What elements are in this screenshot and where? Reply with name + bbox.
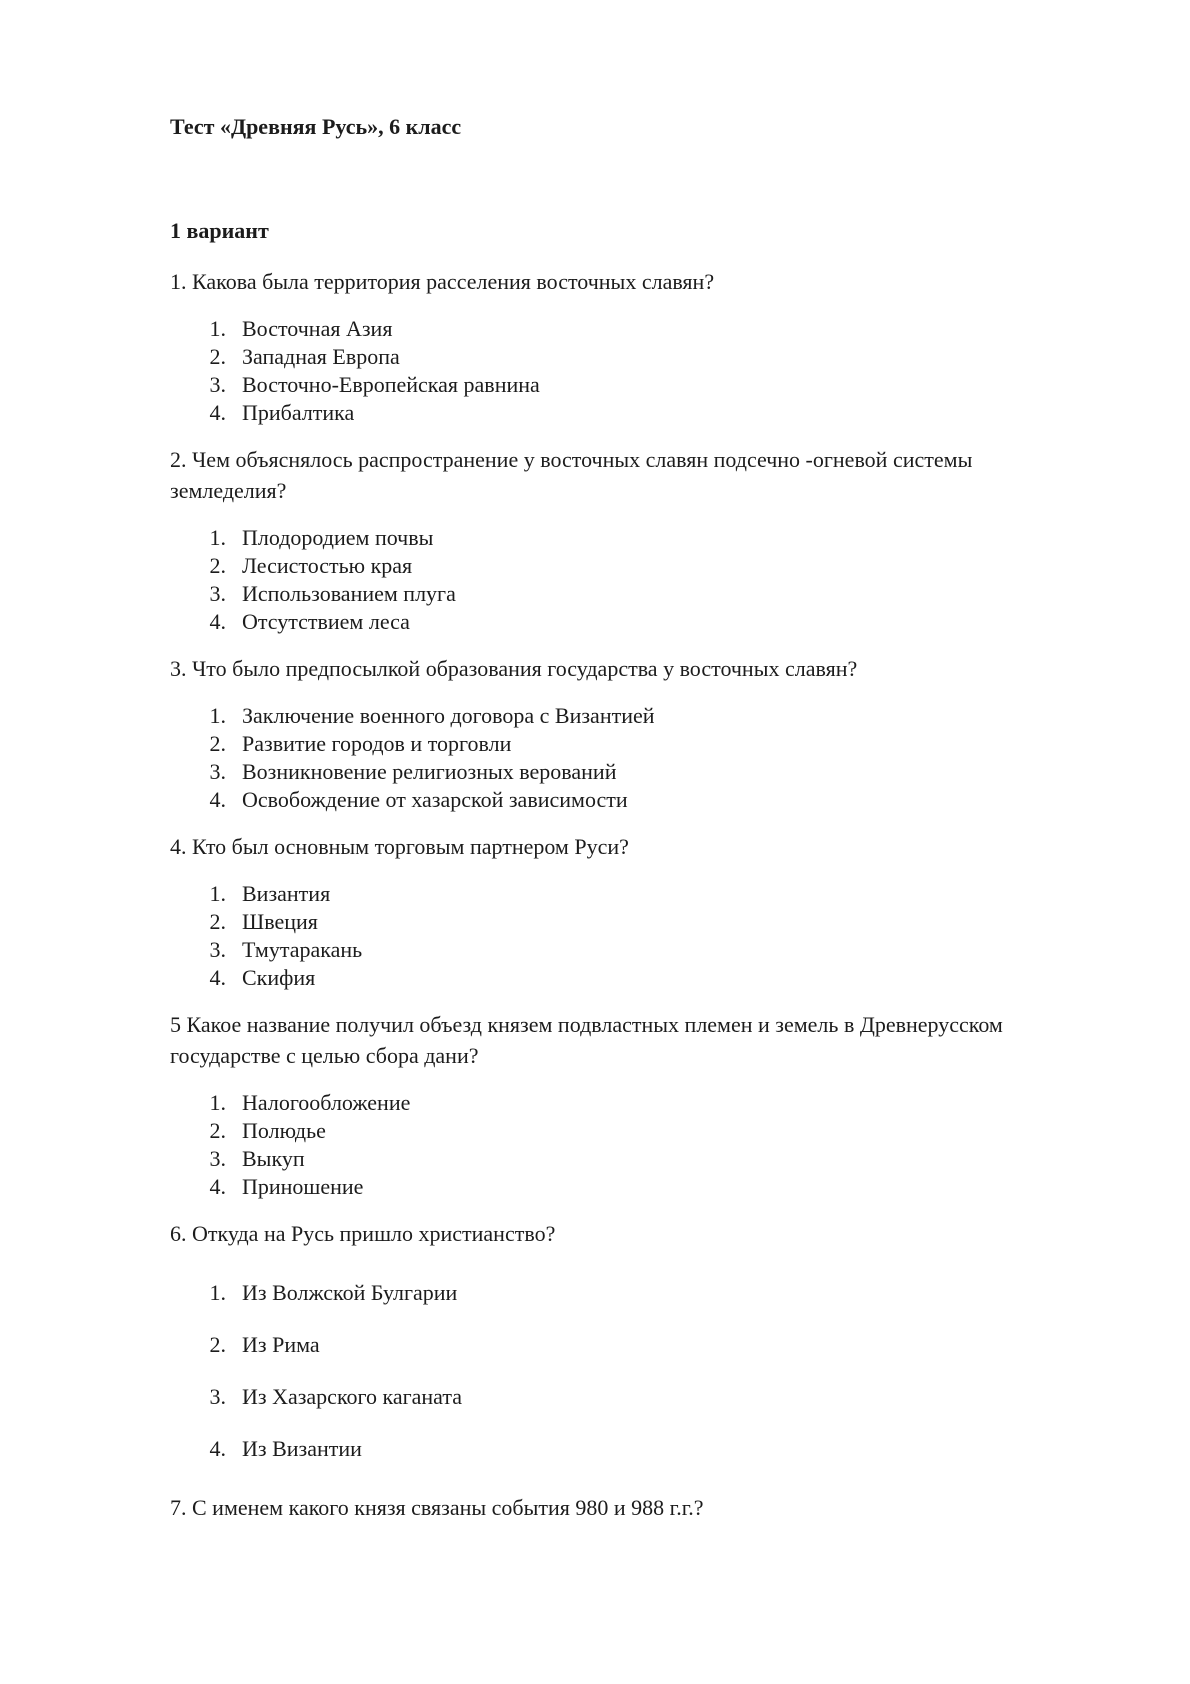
answer-option (170, 758, 1090, 786)
option-number: 2. (209, 344, 226, 369)
option-number: 2. (209, 731, 226, 756)
option-number: 3. (209, 759, 226, 784)
option-number: 2. (209, 1332, 226, 1357)
option-number: 1. (209, 525, 226, 550)
option-label: Восточная Азия (242, 316, 393, 341)
question-4 (170, 831, 1090, 992)
option-number: 3. (209, 937, 226, 962)
option-label: Приношение (242, 1174, 364, 1199)
answer-option (170, 786, 1090, 814)
option-number: 4. (209, 1436, 226, 1461)
option-number: 1. (209, 703, 226, 728)
answer-option (170, 1173, 1090, 1201)
question-6 (170, 1218, 1090, 1475)
option-label: Возникновение религиозных верований (242, 759, 617, 784)
option-label: Из Хазарского каганата (242, 1384, 463, 1409)
question-text: 7. С именем какого князя связаны события 980 и 988 г.г.? (170, 1495, 704, 1520)
answer-option (170, 702, 1090, 730)
option-label: Использованием плуга (242, 581, 456, 606)
answer-option (170, 936, 1090, 964)
option-label: Плодородием почвы (242, 525, 434, 550)
option-label: Скифия (242, 965, 316, 990)
option-number: 4. (209, 787, 226, 812)
question-5 (170, 1009, 1090, 1201)
question-text: 1. Какова была территория расселения восточных славян? (170, 269, 715, 294)
variant-heading: 1 вариант (170, 218, 269, 243)
answer-options (170, 524, 1090, 636)
document-title: Тест «Древняя Русь», 6 класс (170, 114, 462, 139)
option-label: Западная Европа (242, 344, 400, 369)
option-number: 3. (209, 581, 226, 606)
answer-option (170, 1267, 1090, 1319)
option-label: Полюдье (242, 1118, 326, 1143)
option-label: Тмутаракань (242, 937, 363, 962)
answer-option (170, 730, 1090, 758)
answer-options (170, 702, 1090, 814)
question-text: 4. Кто был основным торговым партнером Руси? (170, 834, 629, 859)
option-number: 4. (209, 965, 226, 990)
answer-option (170, 964, 1090, 992)
option-number: 2. (209, 553, 226, 578)
answer-option (170, 1423, 1090, 1475)
option-label: Развитие городов и торговли (242, 731, 512, 756)
answer-options (170, 1267, 1090, 1475)
option-number: 3. (209, 372, 226, 397)
option-label: Византия (242, 881, 331, 906)
answer-option (170, 580, 1090, 608)
question-text: 3. Что было предпосылкой образования государства у восточных славян? (170, 656, 858, 681)
question-1 (170, 266, 1090, 427)
answer-option (170, 343, 1090, 371)
answer-option (170, 315, 1090, 343)
question-list (170, 266, 1090, 1540)
option-number: 4. (209, 1174, 226, 1199)
answer-option (170, 371, 1090, 399)
question-7 (170, 1492, 1090, 1523)
option-label: Из Волжской Булгарии (242, 1280, 458, 1305)
answer-option (170, 908, 1090, 936)
option-label: Из Рима (242, 1332, 320, 1357)
question-text: 2. Чем объяснялось распространение у восточных славян подсечно -огневой системы земледелия? (170, 447, 973, 503)
answer-option (170, 608, 1090, 636)
answer-option (170, 524, 1090, 552)
option-number: 3. (209, 1146, 226, 1171)
option-number: 3. (209, 1384, 226, 1409)
option-number: 1. (209, 1090, 226, 1115)
question-2 (170, 444, 1090, 636)
option-number: 2. (209, 1118, 226, 1143)
option-label: Отсутствием леса (242, 609, 410, 634)
option-label: Освобождение от хазарской зависимости (242, 787, 628, 812)
question-3 (170, 653, 1090, 814)
answer-option (170, 880, 1090, 908)
answer-option (170, 1371, 1090, 1423)
option-label: Восточно-Европейская равнина (242, 372, 540, 397)
answer-option (170, 1319, 1090, 1371)
answer-option (170, 399, 1090, 427)
option-number: 1. (209, 316, 226, 341)
question-text: 5 Какое название получил объезд князем подвластных племен и земель в Древнерусском государстве с целью сбора дани? (170, 1012, 1003, 1068)
answer-options (170, 1089, 1090, 1201)
option-number: 1. (209, 1280, 226, 1305)
option-label: Заключение военного договора с Византией (242, 703, 655, 728)
answer-options (170, 880, 1090, 992)
option-label: Налогообложение (242, 1090, 411, 1115)
answer-option (170, 552, 1090, 580)
answer-option (170, 1089, 1090, 1117)
option-label: Выкуп (242, 1146, 305, 1171)
option-label: Лесистостью края (242, 553, 413, 578)
answer-options (170, 315, 1090, 427)
option-number: 4. (209, 400, 226, 425)
option-label: Швеция (242, 909, 318, 934)
option-label: Из Византии (242, 1436, 362, 1461)
option-number: 4. (209, 609, 226, 634)
answer-option (170, 1117, 1090, 1145)
answer-option (170, 1145, 1090, 1173)
option-number: 1. (209, 881, 226, 906)
option-number: 2. (209, 909, 226, 934)
option-label: Прибалтика (242, 400, 355, 425)
question-text: 6. Откуда на Русь пришло христианство? (170, 1221, 556, 1246)
